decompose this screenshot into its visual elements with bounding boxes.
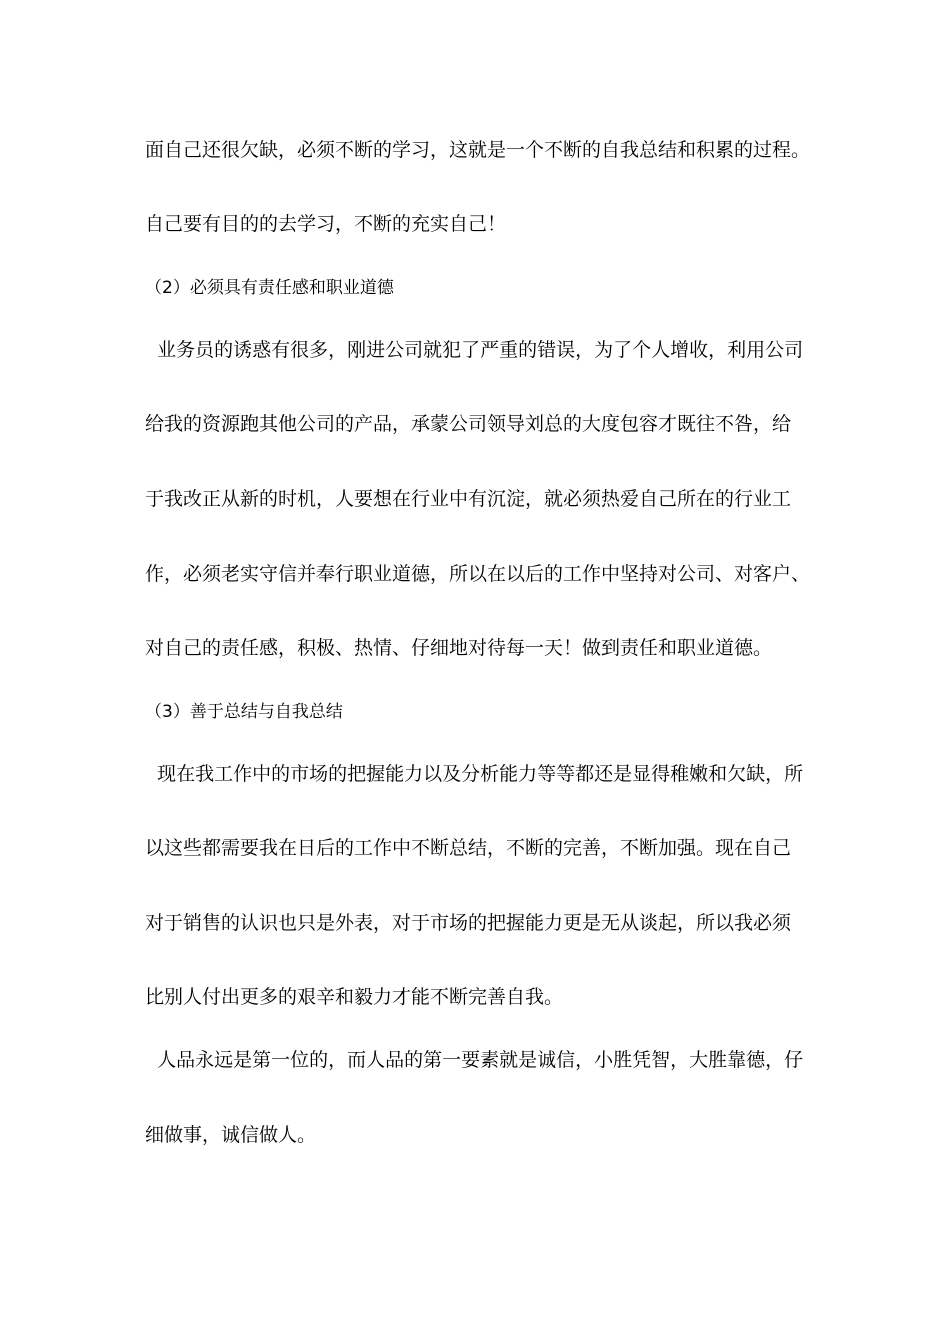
paragraph-line: 于我改正从新的时机，人要想在行业中有沉淀，就必须热爱自己所在的行业工 xyxy=(145,488,792,510)
paragraph-line: 作，必须老实守信并奉行职业道德，所以在以后的工作中坚持对公司、对客户、 xyxy=(145,563,811,585)
paragraph-line: 以这些都需要我在日后的工作中不断总结，不断的完善，不断加强。现在自己 xyxy=(145,837,792,859)
paragraph-line: 自己要有目的的去学习，不断的充实自己！ xyxy=(145,213,507,235)
section-heading: （3）善于总结与自我总结 xyxy=(145,702,343,722)
paragraph-line: 细做事，诚信做人。 xyxy=(145,1124,317,1146)
paragraph-line: 对于销售的认识也只是外表，对于市场的把握能力更是无从谈起，所以我必须 xyxy=(145,912,792,934)
section-heading: （2）必须具有责任感和职业道德 xyxy=(145,278,394,298)
paragraph-line: 面自己还很欠缺，必须不断的学习，这就是一个不断的自我总结和积累的过程。 xyxy=(145,139,811,161)
paragraph-line: 比别人付出更多的艰辛和毅力才能不断完善自我。 xyxy=(145,986,564,1008)
paragraph-line: 给我的资源跑其他公司的产品，承蒙公司领导刘总的大度包容才既往不咎，给 xyxy=(145,413,792,435)
paragraph-line: 人品永远是第一位的，而人品的第一要素就是诚信，小胜凭智，大胜靠德，仔 xyxy=(145,1049,804,1071)
paragraph-line: 对自己的责任感，积极、热情、仔细地对待每一天！做到责任和职业道德。 xyxy=(145,637,773,659)
paragraph-line: 业务员的诱惑有很多，刚进公司就犯了严重的错误，为了个人增收，利用公司 xyxy=(145,339,804,361)
paragraph-line: 现在我工作中的市场的把握能力以及分析能力等等都还是显得稚嫩和欠缺，所 xyxy=(145,763,804,785)
